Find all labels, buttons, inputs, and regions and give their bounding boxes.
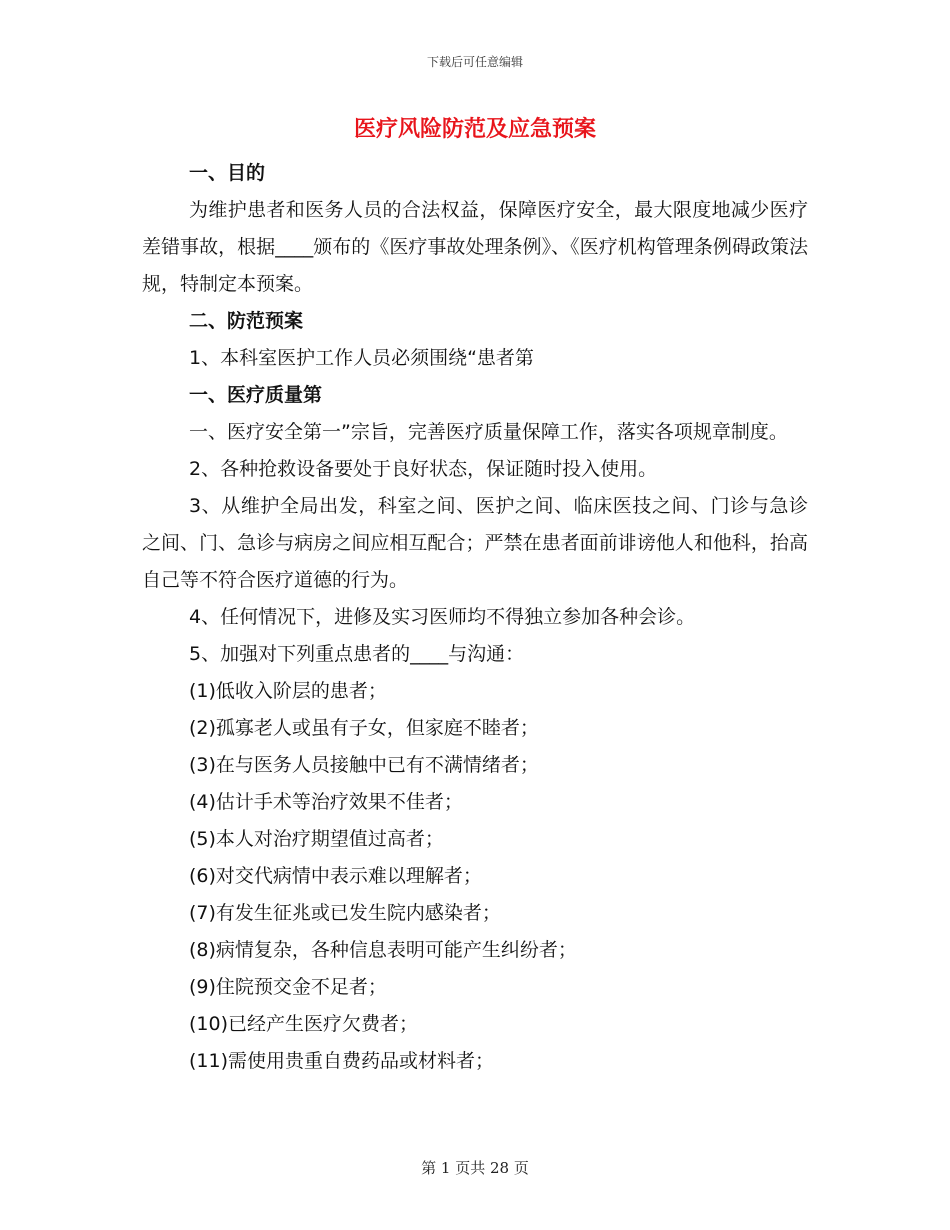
paragraph: 一、医疗安全第一”宗旨，完善医疗质量保障工作，落实各项规章制度。 <box>189 421 788 443</box>
list-item: (1)低收入阶层的患者； <box>189 680 387 702</box>
list-item: (10)已经产生医疗欠费者； <box>189 1013 419 1035</box>
list-item: (8)病情复杂，各种信息表明可能产生纠纷者； <box>189 939 577 961</box>
paragraph: 1、本科室医护工作人员必须围绕“患者第 <box>189 347 534 369</box>
list-item: (4)估计手术等治疗效果不佳者； <box>189 791 463 813</box>
list-item: (3)在与医务人员接触中已有不满情绪者； <box>189 754 539 776</box>
list-item: (6)对交代病情中表示难以理解者； <box>189 865 482 887</box>
paragraph: 3、从维护全局出发，科室之间、医护之间、临床医技之间、门诊与急诊之间、门、急诊与病房之间应相互配合；严禁在患者面前诽谤他人和他科，抬高自己等不符合医疗道德的行为。 <box>142 495 808 591</box>
section-heading: 二、防范预案 <box>189 310 304 332</box>
list-item: (5)本人对治疗期望值过高者； <box>189 828 444 850</box>
list-item: (2)孤寡老人或虽有子女，但家庭不睦者； <box>189 717 539 739</box>
document-title: 医疗风险防范及应急预案 <box>353 116 596 142</box>
paragraph: 2、各种抢救设备要处于良好状态，保证随时投入使用。 <box>189 458 658 480</box>
list-item: (11)需使用贵重自费药品或材料者； <box>189 1050 495 1072</box>
list-item: (7)有发生征兆或已发生院内感染者； <box>189 902 501 924</box>
header-note: 下载后可任意编辑 <box>426 55 523 69</box>
list-item: (9)住院预交金不足者； <box>189 976 387 998</box>
document-body <box>142 155 808 1080</box>
paragraph: 4、任何情况下，进修及实习医师均不得独立参加各种会诊。 <box>189 606 696 628</box>
paragraph: 5、加强对下列重点患者的____与沟通： <box>189 643 525 665</box>
paragraph: 为维护患者和医务人员的合法权益，保障医疗安全，最大限度地减少医疗差错事故，根据____颁布的《医疗事故处理条例》、《医疗机构管理条例碍政策法规，特制定本预案。 <box>142 199 808 295</box>
page-number: 第 1 页共 28 页 <box>421 1159 529 1177</box>
section-heading: 一、目的 <box>189 162 266 184</box>
section-heading: 一、医疗质量第 <box>189 384 323 406</box>
